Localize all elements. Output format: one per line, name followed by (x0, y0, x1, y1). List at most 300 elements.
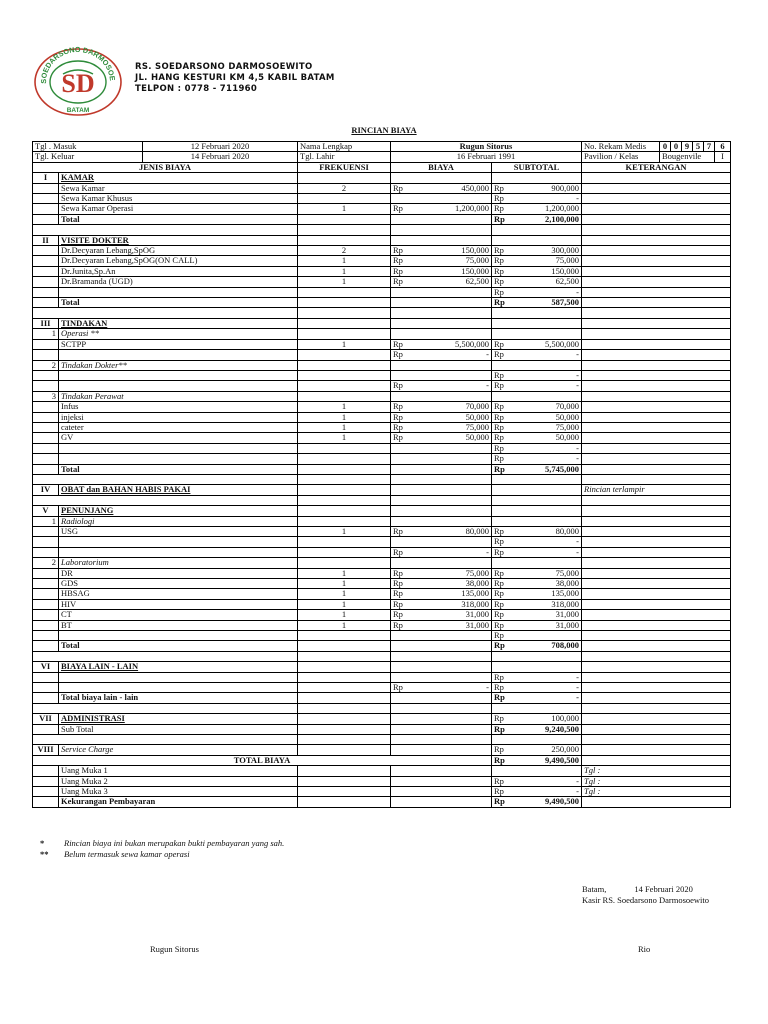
subtotal-value (518, 485, 582, 495)
index-cell (33, 776, 59, 786)
subtotal-currency: Rp (492, 214, 518, 224)
paviliun-label: Pavilion / Kelas (582, 152, 660, 162)
biaya-value: 70,000 (417, 402, 492, 412)
keterangan-cell (582, 599, 731, 609)
subtotal-currency (492, 516, 518, 526)
index-cell (33, 370, 59, 380)
biaya-currency (391, 329, 417, 339)
biaya-currency: Rp (391, 547, 417, 557)
frequency-cell (298, 797, 391, 807)
biaya-currency (391, 787, 417, 797)
frequency-cell (298, 391, 391, 401)
subtotal-currency (492, 766, 518, 776)
index-cell (33, 256, 59, 266)
blank-cell (298, 308, 391, 318)
index-cell (33, 599, 59, 609)
item-label: GV (59, 433, 298, 443)
subtotal-currency: Rp (492, 599, 518, 609)
frequency-cell (298, 235, 391, 245)
biaya-currency: Rp (391, 610, 417, 620)
biaya-value (417, 370, 492, 380)
biaya-currency (391, 506, 417, 516)
subtotal-value (518, 318, 582, 328)
item-label: Dr.Decyaran Lebang,SpOG(ON CALL) (59, 256, 298, 266)
tgl-keluar-label: Tgl. Keluar (33, 152, 143, 162)
total-label: Total (59, 641, 298, 651)
subsection-title: Operasi ** (59, 329, 298, 339)
patient-row-2 (33, 152, 731, 162)
blank-cell (33, 225, 298, 235)
frequency-cell (298, 360, 391, 370)
frequency-cell (298, 672, 391, 682)
subtotal-value: 900,000 (518, 183, 582, 193)
subtotal-value: - (518, 547, 582, 557)
frequency-cell (298, 745, 391, 755)
subtotal-value: 31,000 (518, 610, 582, 620)
biaya-currency: Rp (391, 246, 417, 256)
subtotal-value (518, 506, 582, 516)
subtotal-value (518, 766, 582, 776)
biaya-value: 75,000 (417, 568, 492, 578)
sub-row (33, 391, 731, 401)
frequency-cell: 1 (298, 579, 391, 589)
biaya-value: - (417, 547, 492, 557)
item-label (59, 672, 298, 682)
subtotal-currency: Rp (492, 724, 518, 734)
subtotal-currency: Rp (492, 204, 518, 214)
item-label (59, 381, 298, 391)
index-cell (33, 402, 59, 412)
index-cell (33, 381, 59, 391)
blank-cell (492, 474, 582, 484)
subtotal-value: 50,000 (518, 412, 582, 422)
item-label: injeksi (59, 412, 298, 422)
index-cell (33, 204, 59, 214)
section-title: TINDAKAN (59, 318, 298, 328)
subtotal-value: - (518, 537, 582, 547)
frequency-cell (298, 683, 391, 693)
keterangan-cell (582, 214, 731, 224)
index-cell (33, 433, 59, 443)
rekam-digit: 9 (682, 142, 693, 152)
biaya-currency: Rp (391, 526, 417, 536)
frequency-cell (298, 350, 391, 360)
keterangan-cell (582, 454, 731, 464)
index-cell (33, 672, 59, 682)
blank-cell (391, 651, 492, 661)
biaya-value: - (417, 683, 492, 693)
biaya-value (417, 443, 492, 453)
subsection-number: 1 (33, 516, 59, 526)
item-label: Dr.Junita,Sp.An (59, 266, 298, 276)
subtotal-value (518, 631, 582, 641)
biaya-currency (391, 360, 417, 370)
biaya-value (417, 287, 492, 297)
biaya-currency (391, 214, 417, 224)
hospital-address: JL. HANG KESTURI KM 4,5 KABIL BATAM (135, 73, 335, 83)
subtotal-currency (492, 662, 518, 672)
biaya-value (417, 318, 492, 328)
item-row (33, 787, 731, 797)
biaya-value (417, 454, 492, 464)
biaya-currency: Rp (391, 599, 417, 609)
subtotal-value: - (518, 776, 582, 786)
keterangan-cell (582, 350, 731, 360)
blank-cell (33, 474, 298, 484)
biaya-currency (391, 693, 417, 703)
keterangan-cell (582, 298, 731, 308)
biaya-value (417, 776, 492, 786)
keterangan-cell (582, 183, 731, 193)
biaya-currency (391, 724, 417, 734)
subtotal-value: - (518, 370, 582, 380)
item-label (59, 350, 298, 360)
blank-cell (298, 735, 391, 745)
biaya-value: 5,500,000 (417, 339, 492, 349)
item-row (33, 579, 731, 589)
keterangan-cell (582, 558, 731, 568)
subtotal-value: 80,000 (518, 526, 582, 536)
item-row (33, 433, 731, 443)
item-row (33, 183, 731, 193)
blank-cell (33, 703, 298, 713)
index-cell (33, 537, 59, 547)
blank-cell (492, 495, 582, 505)
subtotal-currency: Rp (492, 693, 518, 703)
total-row (33, 797, 731, 807)
subtotal-currency: Rp (492, 194, 518, 204)
biaya-currency (391, 464, 417, 474)
frequency-cell (298, 641, 391, 651)
item-row (33, 724, 731, 734)
total-row (33, 214, 731, 224)
subtotal-value: - (518, 287, 582, 297)
section-title: PENUNJANG (59, 506, 298, 516)
subtotal-currency: Rp (492, 443, 518, 453)
item-row (33, 599, 731, 609)
subtotal-currency: Rp (492, 631, 518, 641)
subsection-title: Tindakan Dokter** (59, 360, 298, 370)
rekam-medis-label: No. Rekam Medis (582, 142, 660, 152)
section-title: OBAT dan BAHAN HABIS PAKAI (59, 485, 298, 495)
biaya-currency: Rp (391, 568, 417, 578)
keterangan-cell (582, 724, 731, 734)
biaya-currency: Rp (391, 579, 417, 589)
col-biaya: BIAYA (391, 162, 492, 172)
rekam-digit: 6 (715, 142, 731, 152)
column-header-row (33, 162, 731, 172)
item-row (33, 339, 731, 349)
frequency-cell: 2 (298, 246, 391, 256)
subtotal-value: - (518, 683, 582, 693)
section-row (33, 235, 731, 245)
item-row (33, 412, 731, 422)
biaya-value: 1,200,000 (417, 204, 492, 214)
index-cell (33, 464, 59, 474)
frequency-cell (298, 547, 391, 557)
frequency-cell: 1 (298, 412, 391, 422)
grand-total-currency: Rp (492, 755, 518, 765)
frequency-cell (298, 724, 391, 734)
item-row (33, 370, 731, 380)
subtotal-value (518, 329, 582, 339)
section-title: ADMINISTRASI (59, 714, 298, 724)
index-cell (33, 683, 59, 693)
item-label: GDS (59, 579, 298, 589)
subtotal-currency: Rp (492, 298, 518, 308)
item-row (33, 672, 731, 682)
index-cell (33, 579, 59, 589)
item-row (33, 537, 731, 547)
blank-cell (33, 495, 298, 505)
biaya-currency (391, 516, 417, 526)
keterangan-cell (582, 194, 731, 204)
blank-cell (391, 735, 492, 745)
item-label (59, 287, 298, 297)
keterangan-cell (582, 318, 731, 328)
biaya-value (417, 329, 492, 339)
subtotal-value: 1,200,000 (518, 204, 582, 214)
biaya-currency (391, 662, 417, 672)
item-row (33, 381, 731, 391)
keterangan-cell: Tgl : (582, 766, 731, 776)
subtotal-currency: Rp (492, 745, 518, 755)
grand-total-value: 9,490,500 (518, 755, 582, 765)
keterangan-cell (582, 277, 731, 287)
section-row (33, 506, 731, 516)
subtotal-currency (492, 329, 518, 339)
subsection-title: Tindakan Perawat (59, 391, 298, 401)
keterangan-cell (582, 235, 731, 245)
subtotal-value: 5,745,000 (518, 464, 582, 474)
biaya-currency: Rp (391, 402, 417, 412)
biaya-currency (391, 714, 417, 724)
subtotal-value (518, 516, 582, 526)
subtotal-currency: Rp (492, 672, 518, 682)
nama-value: Rugun Sitorus (391, 142, 582, 152)
total-label: Total (59, 464, 298, 474)
billing-table (32, 141, 731, 808)
subtotal-currency: Rp (492, 433, 518, 443)
blank-cell (582, 474, 731, 484)
subtotal-value: - (518, 787, 582, 797)
section-row (33, 662, 731, 672)
biaya-value: 135,000 (417, 589, 492, 599)
keterangan-cell (582, 631, 731, 641)
subtotal-currency (492, 173, 518, 183)
frequency-cell (298, 370, 391, 380)
blank-row (33, 474, 731, 484)
frequency-cell: 1 (298, 589, 391, 599)
keterangan-cell: Tgl : (582, 776, 731, 786)
hospital-header (135, 62, 335, 95)
signature-date: 14 Februari 2020 (634, 884, 693, 894)
subtotal-currency: Rp (492, 339, 518, 349)
keterangan-cell (582, 391, 731, 401)
subsection-title: Laboratorium (59, 558, 298, 568)
blank-cell (582, 495, 731, 505)
index-cell (33, 724, 59, 734)
subtotal-currency: Rp (492, 370, 518, 380)
grand-total-row (33, 755, 731, 765)
item-row (33, 547, 731, 557)
biaya-value (417, 766, 492, 776)
section-row (33, 714, 731, 724)
frequency-cell (298, 287, 391, 297)
frequency-cell (298, 443, 391, 453)
item-row (33, 766, 731, 776)
biaya-value (417, 235, 492, 245)
item-row (33, 422, 731, 432)
index-cell (33, 631, 59, 641)
biaya-value (417, 537, 492, 547)
tgl-masuk-label: Tgl . Masuk (33, 142, 143, 152)
col-subtotal: SUBTOTAL (492, 162, 582, 172)
subtotal-value: - (518, 194, 582, 204)
item-label: Dr.Bramanda (UGD) (59, 277, 298, 287)
footnote: ** Belum termasuk sewa kamar operasi (40, 849, 190, 859)
hospital-logo (33, 44, 123, 116)
section-number: IV (33, 485, 59, 495)
biaya-currency (391, 173, 417, 183)
subtotal-currency (492, 318, 518, 328)
subtotal-value: 135,000 (518, 589, 582, 599)
biaya-value (417, 558, 492, 568)
subtotal-value: 75,000 (518, 422, 582, 432)
index-cell (33, 443, 59, 453)
subtotal-currency (492, 485, 518, 495)
blank-row (33, 651, 731, 661)
index-cell (33, 194, 59, 204)
item-label: cateter (59, 422, 298, 432)
biaya-value: - (417, 350, 492, 360)
frequency-cell (298, 464, 391, 474)
subtotal-currency: Rp (492, 266, 518, 276)
keterangan-cell (582, 402, 731, 412)
grand-total-label: TOTAL BIAYA (33, 755, 492, 765)
subtotal-currency: Rp (492, 350, 518, 360)
keterangan-cell (582, 506, 731, 516)
rekam-digit: 5 (693, 142, 704, 152)
item-label: SCTPP (59, 339, 298, 349)
section-number: II (33, 235, 59, 245)
total-row (33, 298, 731, 308)
item-label (59, 370, 298, 380)
biaya-currency (391, 454, 417, 464)
subtotal-currency (492, 235, 518, 245)
frequency-cell (298, 329, 391, 339)
subtotal-value: - (518, 693, 582, 703)
frequency-cell (298, 714, 391, 724)
blank-cell (391, 474, 492, 484)
biaya-currency (391, 370, 417, 380)
item-row (33, 610, 731, 620)
biaya-value (417, 714, 492, 724)
item-label: DR (59, 568, 298, 578)
subtotal-value: 9,490,500 (518, 797, 582, 807)
subtotal-value: - (518, 350, 582, 360)
biaya-value (417, 672, 492, 682)
blank-row (33, 703, 731, 713)
subtotal-currency (492, 558, 518, 568)
section-number: I (33, 173, 59, 183)
kelas-value: I (715, 152, 731, 162)
biaya-value (417, 662, 492, 672)
subtotal-currency: Rp (492, 537, 518, 547)
subtotal-value: 250,000 (518, 745, 582, 755)
subtotal-value: 587,500 (518, 298, 582, 308)
biaya-currency (391, 797, 417, 807)
biaya-value (417, 745, 492, 755)
subtotal-value (518, 558, 582, 568)
item-label: Uang Muka 2 (59, 776, 298, 786)
subtotal-currency: Rp (492, 641, 518, 651)
biaya-currency: Rp (391, 256, 417, 266)
keterangan-cell (582, 579, 731, 589)
biaya-currency (391, 287, 417, 297)
subtotal-currency: Rp (492, 402, 518, 412)
biaya-value (417, 631, 492, 641)
biaya-value: 75,000 (417, 422, 492, 432)
subtotal-currency: Rp (492, 568, 518, 578)
subtotal-currency: Rp (492, 183, 518, 193)
section-number: VII (33, 714, 59, 724)
biaya-value (417, 194, 492, 204)
subtotal-value: 9,240,500 (518, 724, 582, 734)
keterangan-cell (582, 329, 731, 339)
frequency-cell: 1 (298, 266, 391, 276)
index-cell (33, 610, 59, 620)
subtotal-value (518, 360, 582, 370)
index-cell (33, 277, 59, 287)
biaya-currency (391, 537, 417, 547)
keterangan-cell (582, 256, 731, 266)
blank-cell (582, 735, 731, 745)
subtotal-value: 50,000 (518, 433, 582, 443)
sub-row (33, 558, 731, 568)
tgl-masuk-value: 12 Februari 2020 (143, 142, 298, 152)
subtotal-currency: Rp (492, 683, 518, 693)
item-label: Sewa Kamar Khusus (59, 194, 298, 204)
frequency-cell (298, 662, 391, 672)
index-cell (33, 620, 59, 630)
cashier-signature-name: Rio (638, 944, 651, 954)
biaya-value (417, 693, 492, 703)
signature-place: Batam, (582, 884, 607, 894)
total-label: Total (59, 298, 298, 308)
keterangan-cell (582, 464, 731, 474)
index-cell (33, 589, 59, 599)
frequency-cell (298, 298, 391, 308)
col-keterangan: KETERANGAN (582, 162, 731, 172)
frequency-cell (298, 318, 391, 328)
section-title: Service Charge (59, 745, 298, 755)
biaya-value: 38,000 (417, 579, 492, 589)
subtotal-value: 2,100,000 (518, 214, 582, 224)
biaya-currency (391, 318, 417, 328)
item-label: Uang Muka 3 (59, 787, 298, 797)
total-label: Total (59, 214, 298, 224)
item-label: CT (59, 610, 298, 620)
biaya-value: - (417, 381, 492, 391)
subtotal-value (518, 173, 582, 183)
item-row (33, 350, 731, 360)
keterangan-cell (582, 246, 731, 256)
biaya-currency: Rp (391, 422, 417, 432)
subtotal-value (518, 391, 582, 401)
subtotal-value: 5,500,000 (518, 339, 582, 349)
index-cell (33, 641, 59, 651)
